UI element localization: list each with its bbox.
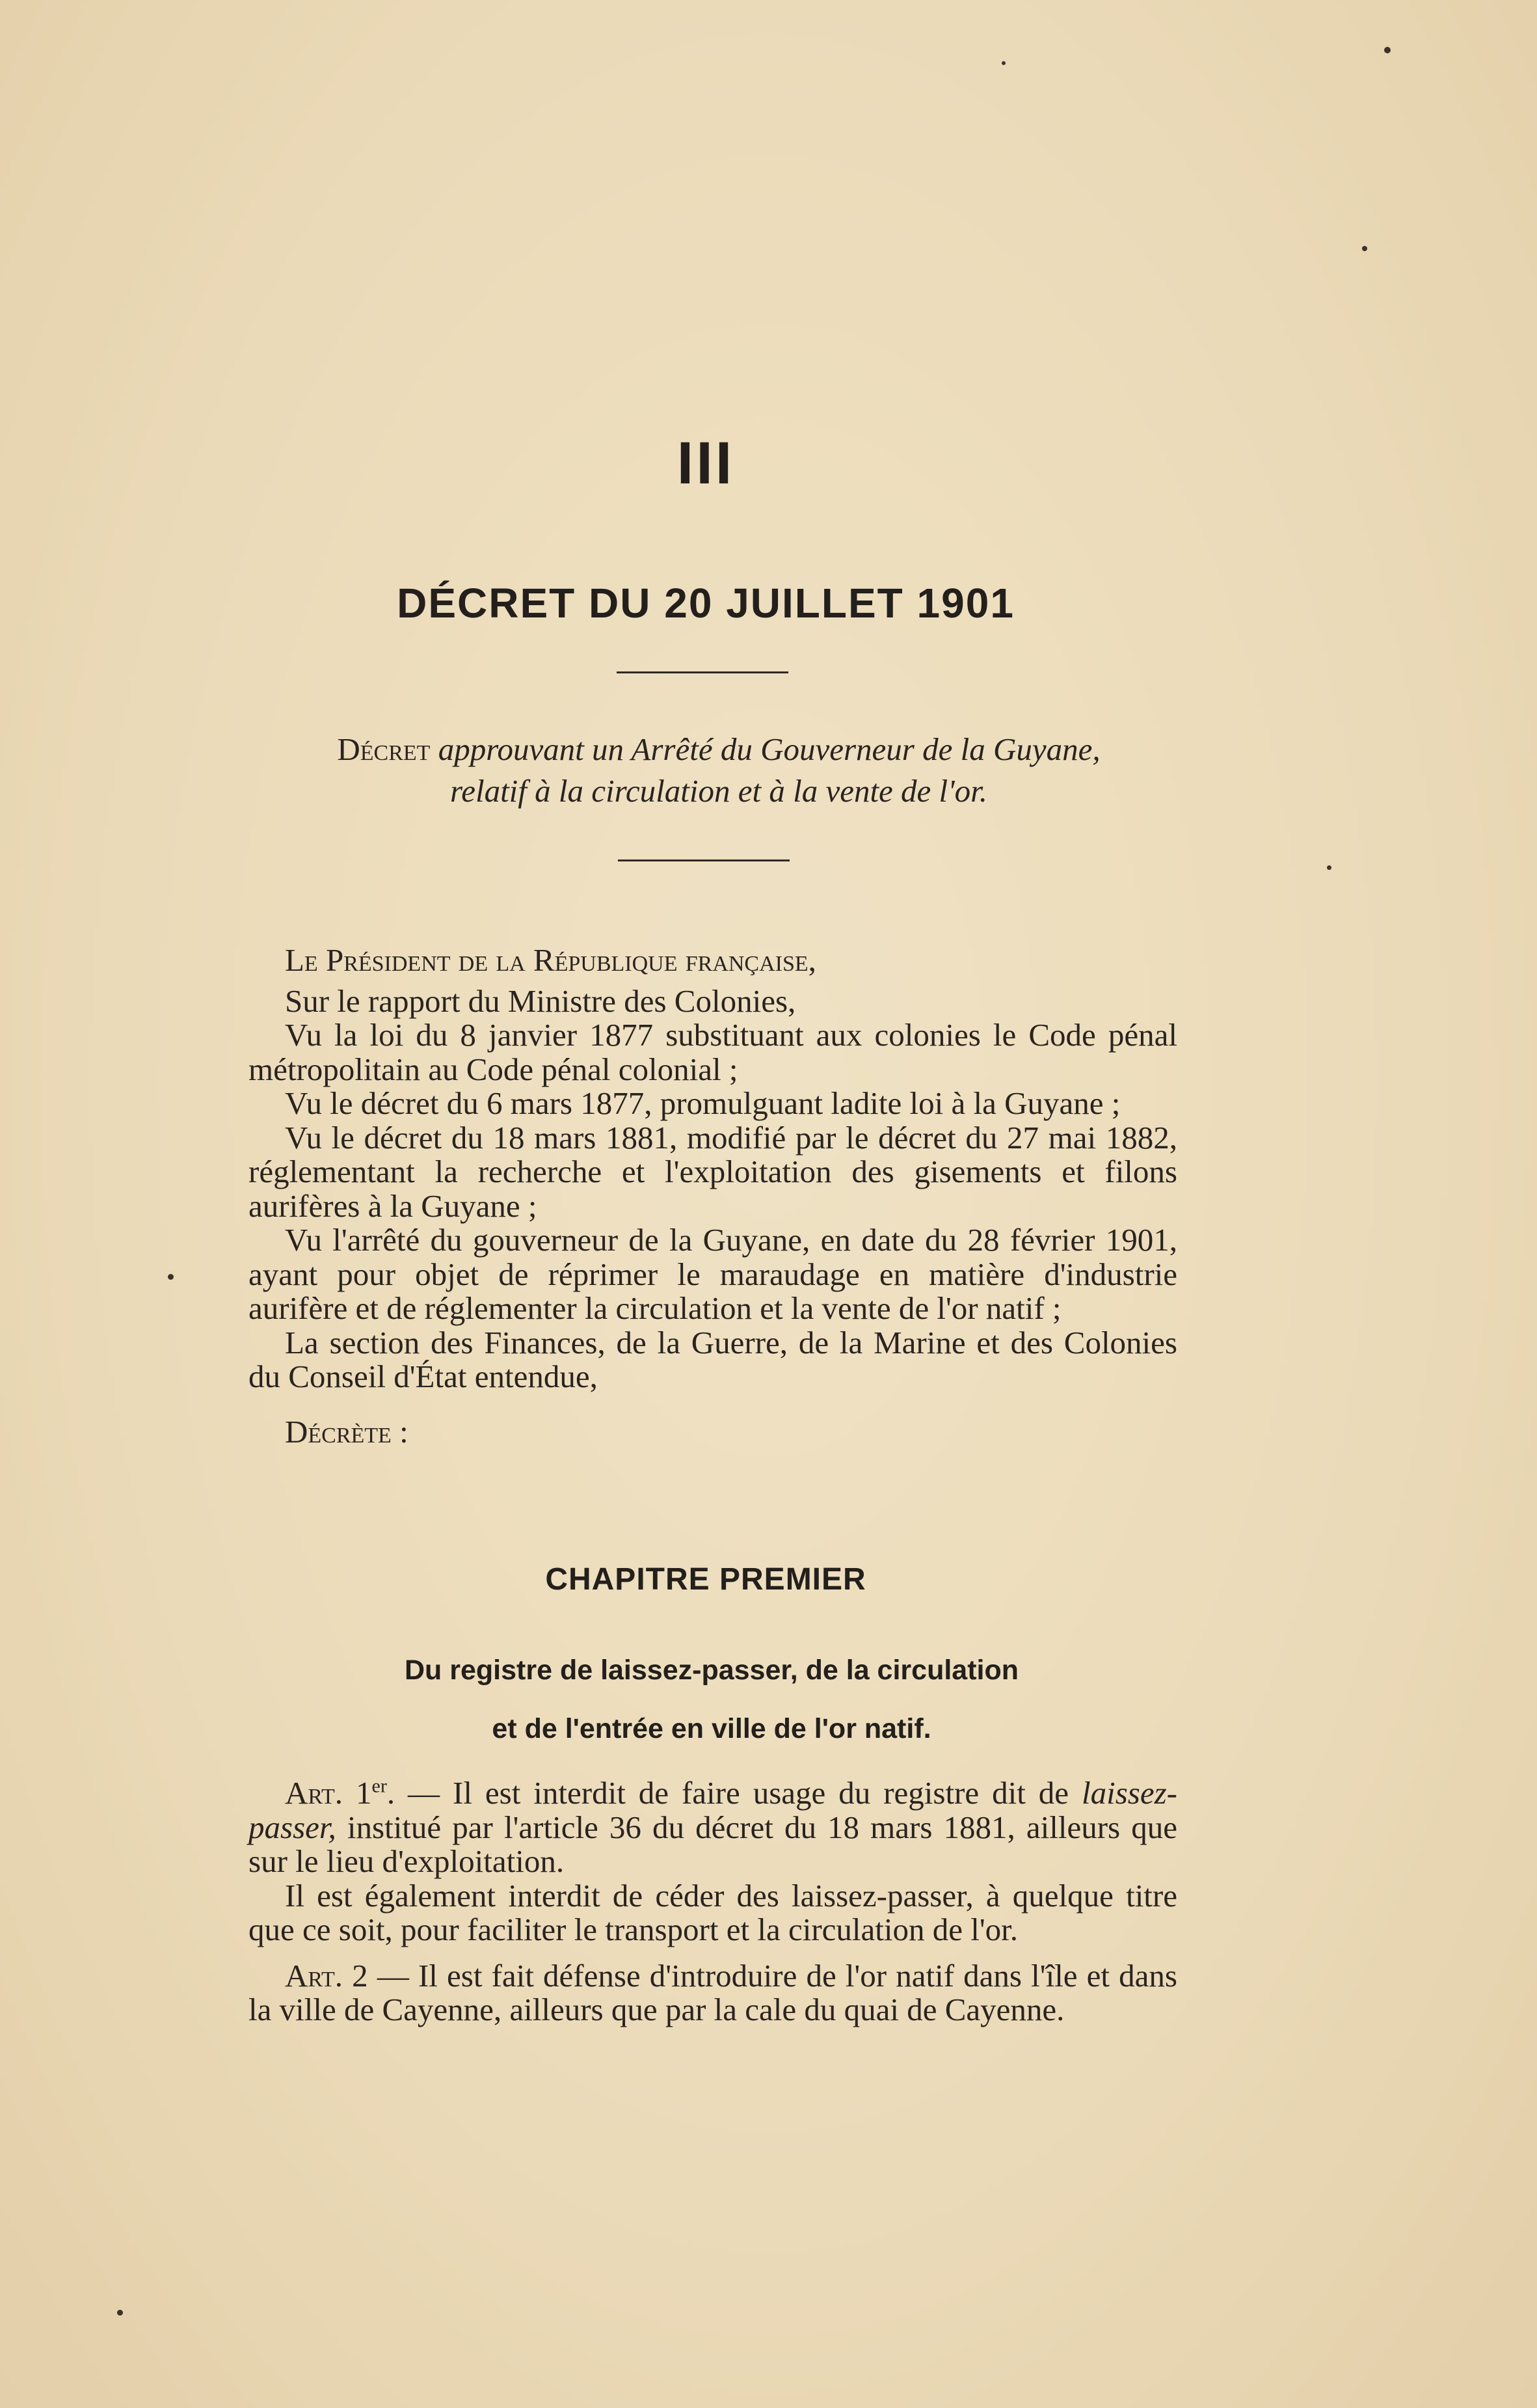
subtitle-line-1: approuvant un Arrêté du Gouverneur de la Guyane, <box>438 731 1101 767</box>
preamble-paragraph: Vu le décret du 6 mars 1877, promulguant ladite loi à la Guyane ; <box>285 1085 1121 1121</box>
preamble-paragraph: Vu la loi du 8 janvier 1877 substituant aux colonies le Code pénal métropolitain au Code pénal colonial ; <box>248 1017 1177 1087</box>
chapter-title: CHAPITRE PREMIER <box>545 1562 866 1597</box>
section-number: III <box>676 430 735 496</box>
preamble-paragraph: Vu l'arrêté du gouverneur de la Guyane, en date du 28 février 1901, ayant pour objet de réprimer le maraudage en matière d'industrie aurifère et de réglementer la circulation et la vente de l'or natif ; <box>248 1222 1177 1326</box>
article-1-italic: laissez-passer, <box>248 1775 1177 1845</box>
article-1-label: Art. 1 <box>285 1775 372 1811</box>
articles <box>248 1776 1177 2027</box>
decree-subtitle <box>247 729 1190 812</box>
paper-speck <box>168 1274 174 1280</box>
paper-speck <box>1327 865 1331 870</box>
paper-speck <box>1384 47 1391 53</box>
subtitle-line-2: relatif à la circulation et à la vente de l'or. <box>449 773 988 809</box>
preamble-paragraph: Sur le rapport du Ministre des Colonies, <box>285 982 796 1019</box>
paper-speck <box>117 2310 123 2316</box>
article-2-label: Art. 2 <box>285 1957 368 1994</box>
article-1 <box>248 1776 1177 1879</box>
article-2 <box>248 1959 1177 2027</box>
subtitle-lead: Décret <box>337 731 431 767</box>
article-1-superscript: er <box>371 1775 387 1797</box>
paper-speck <box>1002 61 1006 65</box>
president-lead: Le Président de la République française, <box>285 942 816 978</box>
section-title-line-2: et de l'entrée en ville de l'or natif. <box>492 1713 931 1744</box>
section-title <box>247 1641 1176 1758</box>
preamble-paragraph: Vu le décret du 18 mars 1881, modifié par le décret du 27 mai 1882, réglementant la recherche et l'exploitation des gisements et filons aurifères à la Guyane ; <box>248 1119 1177 1224</box>
paper-speck <box>1362 246 1367 251</box>
divider-rule <box>618 859 790 861</box>
section-title-line-1: Du registre de laissez-passer, de la circulation <box>404 1655 1019 1686</box>
article-1-paragraph-2: Il est également interdit de céder des laissez-passer, à quelque titre que ce soit, pour faciliter le transport et la circulation de l'or. <box>248 1877 1177 1947</box>
preamble-paragraph: La section des Finances, de la Guerre, de la Marine et des Colonies du Conseil d'État entendue, <box>248 1324 1177 1394</box>
decrete-label: Décrète : <box>285 1413 408 1450</box>
decree-title: DÉCRET DU 20 JUILLET 1901 <box>397 580 1015 627</box>
divider-rule <box>617 671 788 673</box>
article-2-text: — Il est fait défense d'introduire de l'or natif dans l'île et dans la ville de Cayenne, ailleurs que par la cale du quai de Cayenne. <box>248 1957 1178 2027</box>
preamble <box>248 943 1177 1449</box>
article-1-text-end: institué par l'article 36 du décret du 18 mars 1881, ailleurs que sur le lieu d'exploitation. <box>248 1809 1177 1879</box>
article-1-text: . — Il est interdit de faire usage du registre dit de <box>386 1775 1082 1811</box>
